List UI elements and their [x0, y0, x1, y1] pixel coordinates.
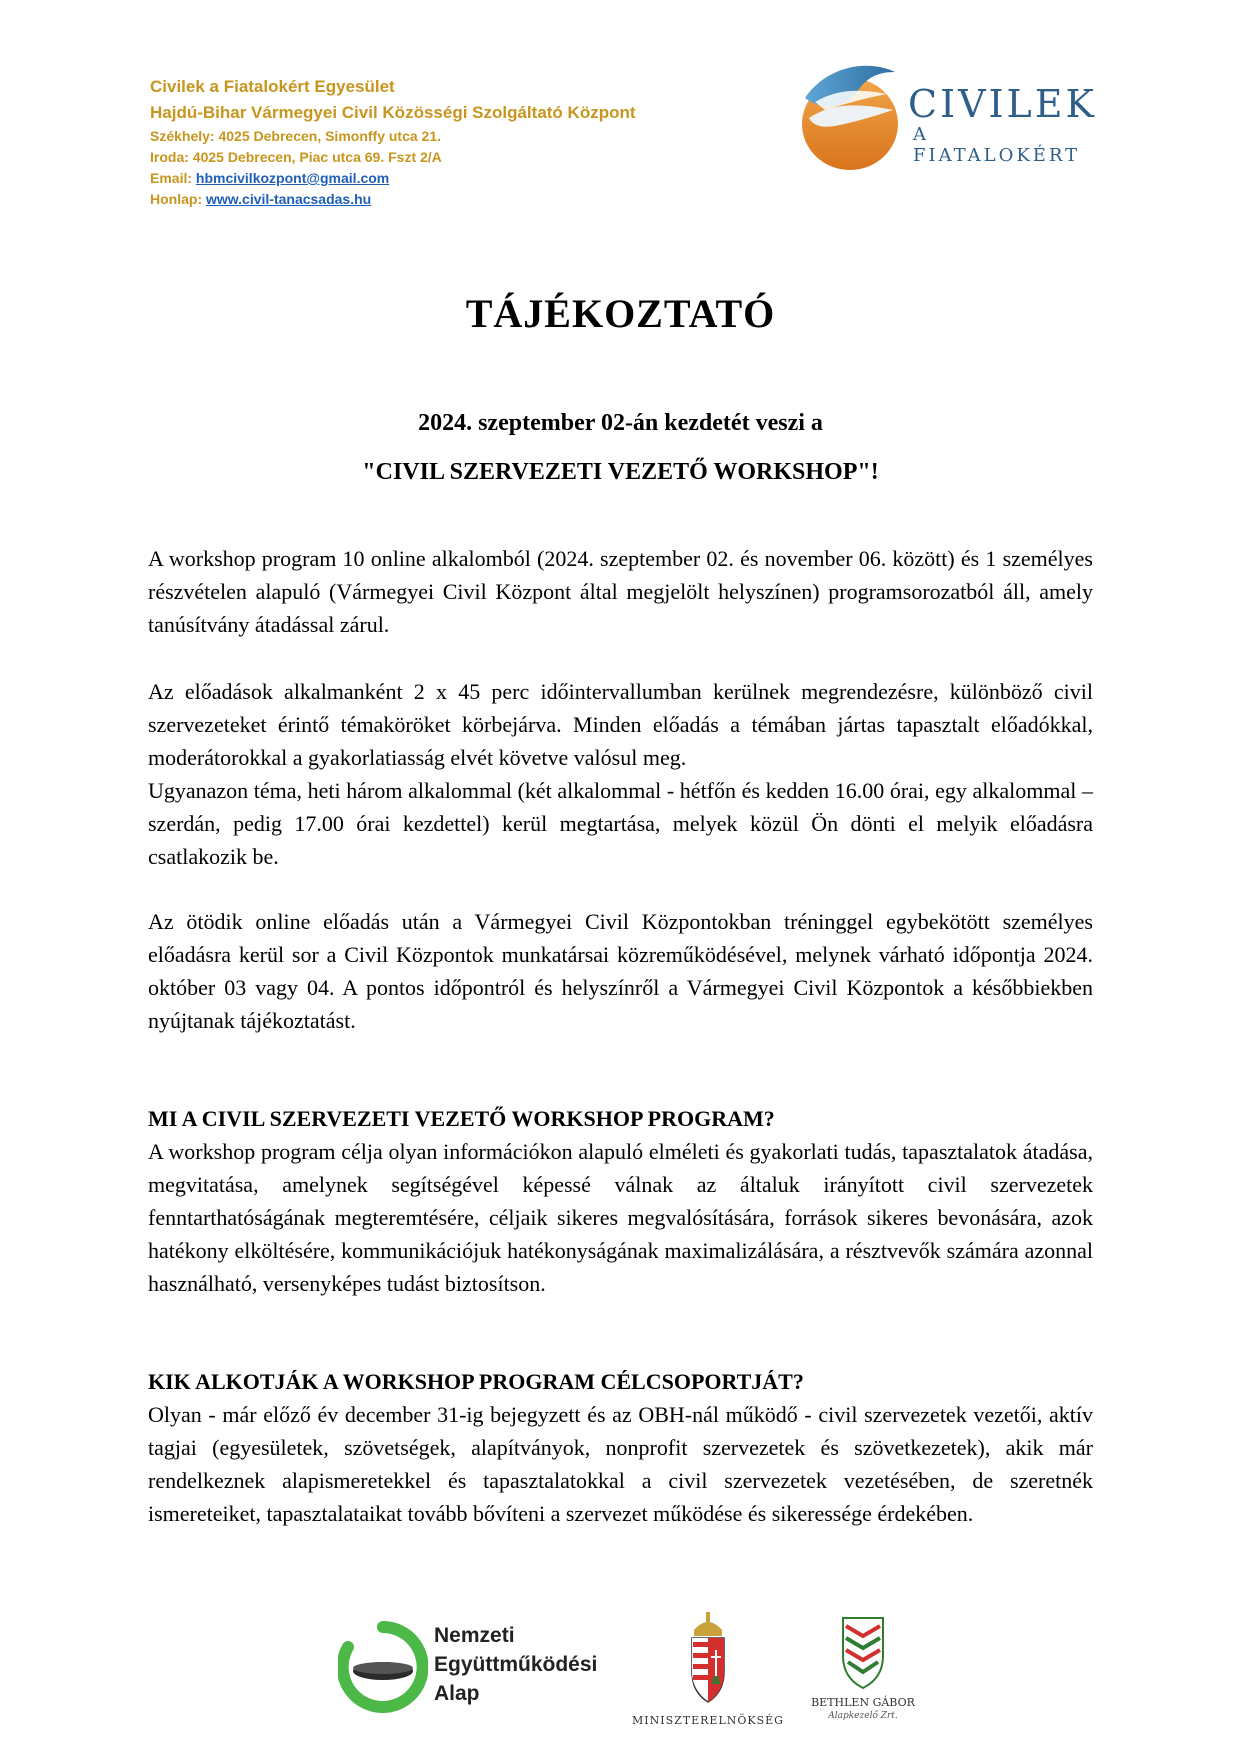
nea-line-3: Alap — [434, 1682, 480, 1705]
office-address: Iroda: 4025 Debrecen, Piac utca 69. Fszt 2/A — [150, 149, 442, 165]
paragraph-target-group: Olyan - már előző év december 31-ig bejegyzett és az OBH-nál működő - civil szervezetek vezetői, aktív tagjai (egyesületek, szövetségek, alapítványok, nonprofit szervezetek és szövetkezetek), akik már rendelkeznek alapismeretekkel és tapasztalatokkal a civil szervezetek vezetésében, de szeretnék ismereteiket, tapasztalataikat tovább bővíteni a szervezet működése és sikeressége érdekében. — [148, 1402, 1093, 1526]
logo-subtitle: A FIATALOKÉRT — [913, 124, 1081, 166]
paragraph-lecture-format: Az előadások alkalmanként 2 x 45 perc időintervallumban kerülnek megrendezésre, különböző civil szervezeteket érintő témaköröket körbejárva. Minden előadás a témában jártas tapasztalt előadókkal, moderátorokkal a gyakorlatiasság elvét követve valósul meg. — [148, 679, 1093, 770]
paragraph-program-overview: A workshop program 10 online alkalomból (2024. szeptember 02. és november 06. között) és 1 személyes részvételen alapuló (Vármegyei Civil Központ által megjelölt helyszínen) programsorozatból áll, amely tanúsítvány átadással zárul. — [148, 546, 1093, 637]
section-heading-what: MI A CIVIL SZERVEZETI VEZETŐ WORKSHOP PROGRAM? — [148, 1106, 775, 1131]
email-label: Email: — [150, 170, 196, 186]
bga-subname: Alapkezelő Zrt. — [828, 1711, 898, 1721]
paragraph-in-person-session: Az ötödik online előadás után a Vármegyei Civil Központokban tréninggel egybekötött személyes előadásra kerül sor a Civil Központok munkatársai közreműködésével, melynek várható időpontja 2024. október 03 vagy 04. A pontos időpontról és helyszínről a Vármegyei Civil Központok a későbbiekben nyújtanak tájékoztatást. — [148, 909, 1093, 1033]
ministry-name: MINISZTERELNÖKSÉG — [632, 1714, 784, 1727]
paragraph-weekly-schedule: Ugyanazon téma, heti három alkalommal (két alkalommal - hétfőn és kedden 16.00 órai, egy alkalommal – szerdán, pedig 17.00 órai kezdettel) kerül megtartása, melyek közül Ön dönti el melyik előadásra csatlakozik be. — [148, 778, 1093, 869]
subtitle-line-1: 2024. szeptember 02-án kezdetét veszi a — [418, 410, 823, 436]
civilek-logo-emblem-icon — [795, 58, 905, 176]
hungarian-coat-of-arms-icon — [628, 1610, 788, 1710]
seat-address: Székhely: 4025 Debrecen, Simonffy utca 21. — [150, 128, 442, 144]
letterhead — [150, 74, 636, 210]
nea-logo — [338, 1619, 638, 1719]
ministry-logo — [628, 1610, 788, 1730]
bga-shield-icon — [808, 1612, 918, 1692]
paragraph-program-goal: A workshop program célja olyan információkon alapuló elméleti és gyakorlati tudás, tapasztalatok átadása, megvitatása, amelynek segítségével képessé válnak az általuk irányított civil szervezetek fenntarthatóságának megteremtésére, céljaik sikeres megvalósítására, források sikeres bevonására, azok hatékony elköltésére, kommunikációjuk hatékonyságának maximalizálására, a résztvevők számára azonnal használható, versenyképes tudást biztosítson. — [148, 1139, 1093, 1296]
nea-line-1: Nemzeti — [434, 1624, 515, 1647]
document-title: TÁJÉKOZTATÓ — [465, 291, 776, 336]
web-label: Honlap: — [150, 191, 206, 207]
bga-name: BETHLEN GÁBOR — [811, 1696, 915, 1709]
web-line — [150, 189, 636, 210]
email-line — [150, 168, 636, 189]
nea-ring-icon — [338, 1619, 428, 1719]
center-name: Hajdú-Bihar Vármegyei Civil Közösségi Szolgáltató Központ — [150, 103, 636, 122]
nea-line-2: Együttműködési — [434, 1653, 598, 1676]
org-name: Civilek a Fiatalokért Egyesület — [150, 77, 395, 96]
bga-logo — [808, 1612, 918, 1730]
web-link[interactable]: www.civil-tanacsadas.hu — [206, 191, 372, 207]
logo-title: CIVILEK — [908, 82, 1097, 126]
nea-name — [434, 1621, 597, 1708]
subtitle-line-2: "CIVIL SZERVEZETI VEZETŐ WORKSHOP"! — [362, 459, 879, 485]
section-heading-target-group: KIK ALKOTJÁK A WORKSHOP PROGRAM CÉLCSOPORTJÁT? — [148, 1369, 804, 1394]
civilek-logo — [795, 58, 1095, 176]
email-link[interactable]: hbmcivilkozpont@gmail.com — [195, 170, 390, 186]
